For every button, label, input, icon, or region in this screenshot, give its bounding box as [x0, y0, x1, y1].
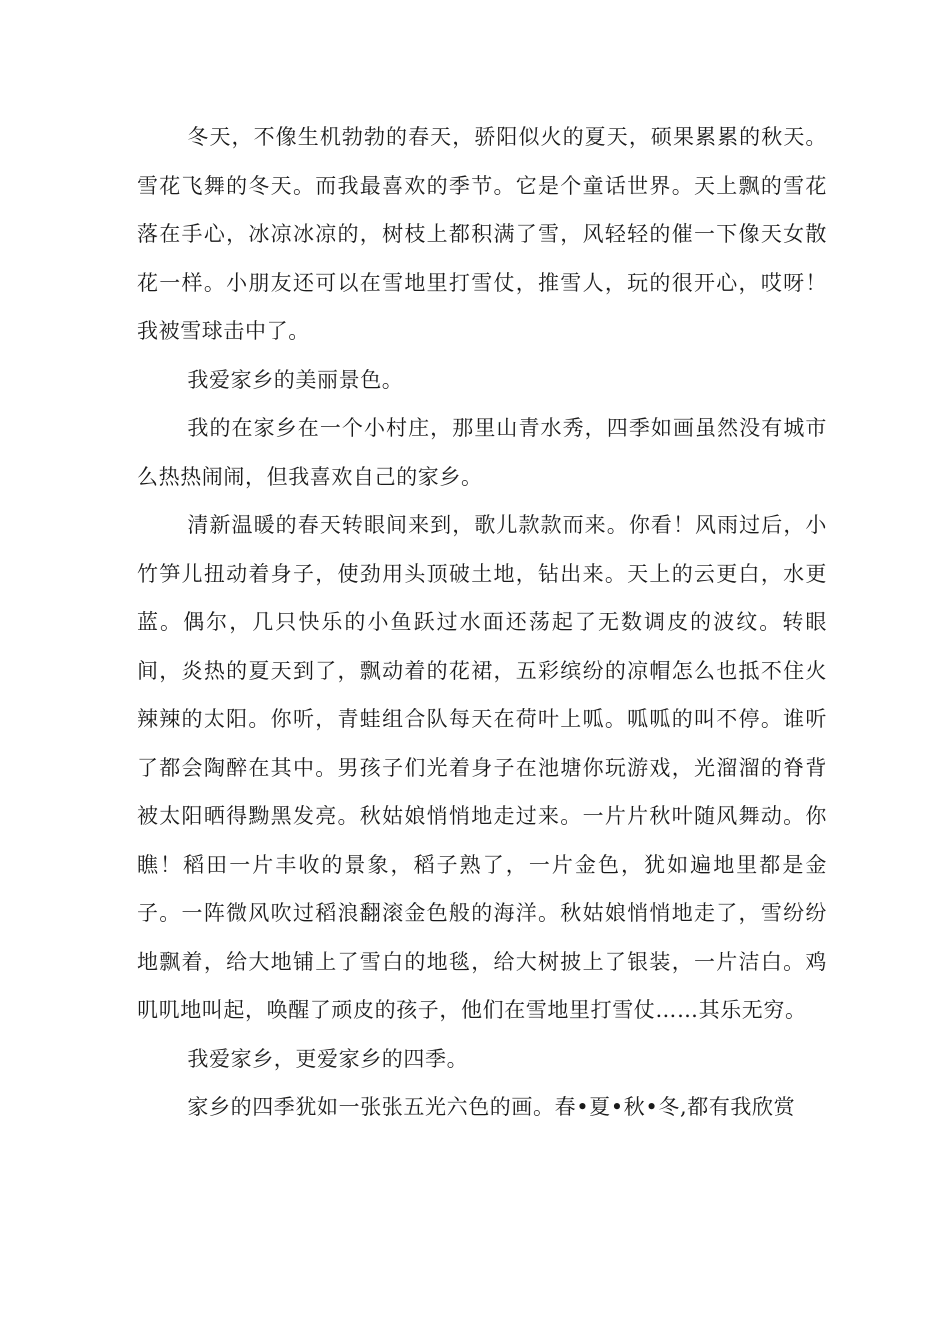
document-body	[137, 113, 827, 1132]
paragraph-village: 我的在家乡在一个小村庄，那里山青水秀，四季如画虽然没有城市么热热闹闹，但我喜欢自己的家乡。	[137, 416, 827, 489]
paragraph-love-hometown: 我爱家乡，更爱家乡的四季。	[187, 1046, 469, 1071]
paragraph-painting: 家乡的四季犹如一张张五光六色的画。春•夏•秋•冬,都有我欣赏	[187, 1095, 796, 1119]
paragraph-four-seasons: 清新温暖的春天转眼间来到，歌儿款款而来。你看！风雨过后，小竹笋儿扭动着身子，使劲用头顶破土地，钻出来。天上的云更白，水更蓝。偶尔，几只快乐的小鱼跃过水面还荡起了无数调皮的波纹。转眼间，炎热的夏天到了，飘动着的花裙，五彩缤纷的凉帽怎么也抵不住火辣辣的太阳。你听，青蛙组合队每天在荷叶上呱。呱呱的叫不停。谁听了都会陶醉在其中。男孩子们光着身子在池塘你玩游戏，光溜溜的脊背被太阳晒得黝黑发亮。秋姑娘悄悄地走过来。一片片秋叶随风舞动。你瞧！稻田一片丰收的景象，稻子熟了，一片金色，犹如遍地里都是金子。一阵微风吹过稻浪翻滚金色般的海洋。秋姑娘悄悄地走了，雪纷纷地飘着，给大地铺上了雪白的地毯，给大树披上了银装，一片洁白。鸡叽叽地叫起，唤醒了顽皮的孩子，他们在雪地里打雪仗……其乐无穷。	[137, 513, 827, 1022]
paragraph-winter: 冬天，不像生机勃勃的春天，骄阳似火的夏天，硕果累累的秋天。雪花飞舞的冬天。而我最喜欢的季节。它是个童话世界。天上飘的雪花落在手心，冰凉冰凉的，树枝上都积满了雪，风轻轻的催一下像天女散花一样。小朋友还可以在雪地里打雪仗，推雪人，玩的很开心，哎呀！我被雪球击中了。	[137, 125, 827, 343]
paragraph-love-scenery: 我爱家乡的美丽景色。	[187, 367, 404, 392]
